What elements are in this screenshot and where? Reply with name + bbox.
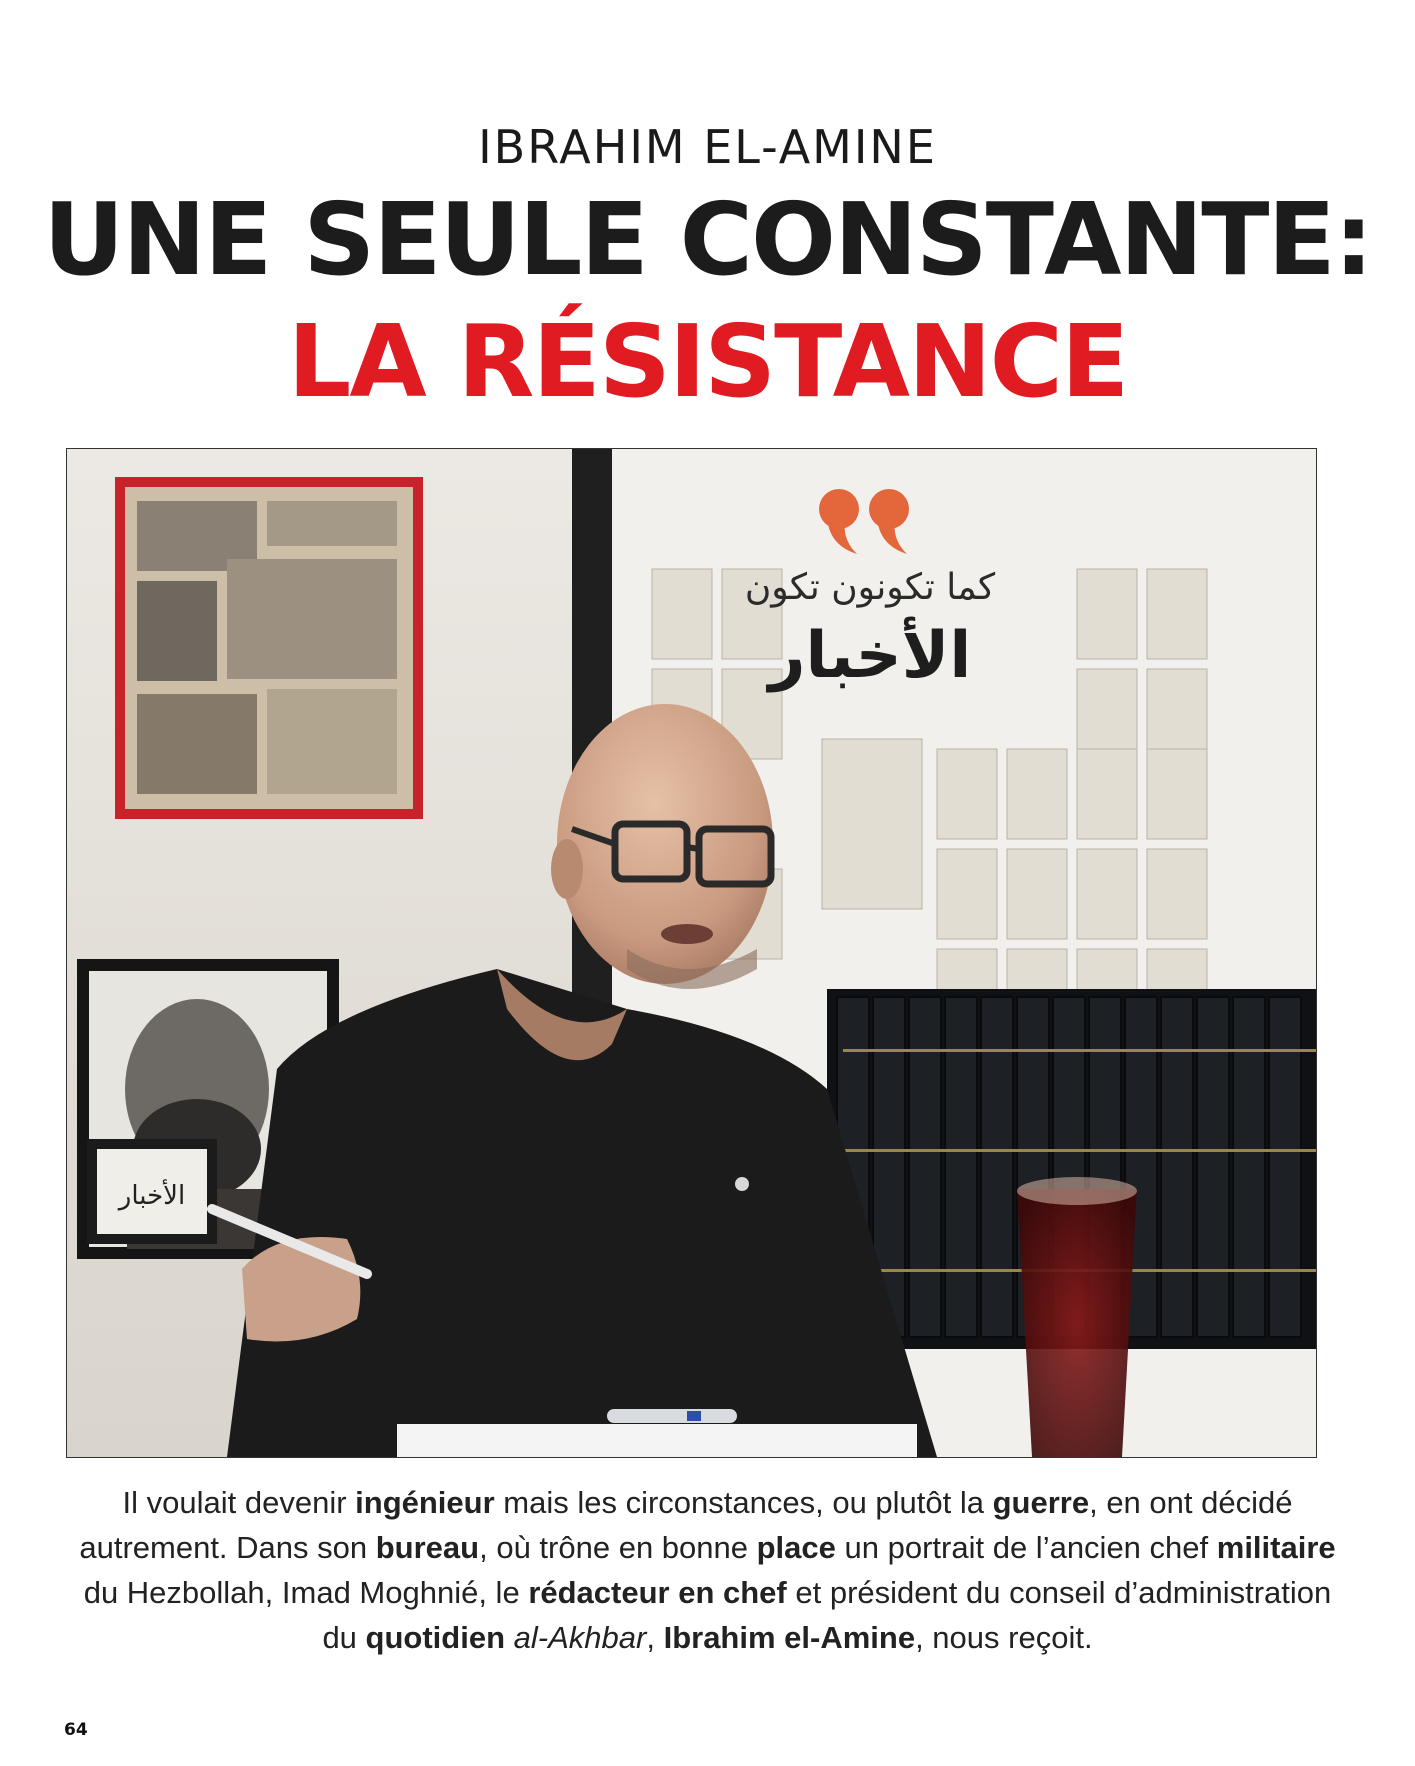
caption-emphasis: Ibrahim el-Amine [663,1620,916,1655]
small-frame [87,1139,217,1244]
frame-label: الأخبار [118,1181,186,1211]
wall-slogan: كما تكونون تكون [744,567,996,608]
caption-emphasis: place [756,1530,836,1565]
red-framed-collage [115,477,423,819]
caption-emphasis: militaire [1216,1530,1336,1565]
caption-emphasis: rédacteur en chef [528,1575,787,1610]
caption-emphasis: quotidien [365,1620,506,1655]
headline-line-1: UNE SEULE CONSTANTE: [43,181,1372,298]
tea-glass [1017,1177,1137,1457]
desk-paper [397,1424,917,1457]
headline-line-2: LA RÉSISTANCE [287,303,1128,420]
desk-pen [607,1409,737,1423]
portrait-photo [66,448,1317,1458]
caption-emphasis: bureau [375,1530,480,1565]
caption-emphasis: ingénieur [355,1485,495,1520]
wall-logo: الأخبار [768,619,972,693]
photo-caption: Il voulait devenir ingénieur mais les circonstances, ou plutôt la guerre, en ont décidé autrement. Dans son bureau, où trône en bonne place un portrait de l’ancien chef militaire du Hezbollah, Imad Moghnié, le rédacteur en chef et président du conseil d’administration du quotidien al-Akhbar, Ibrahim el-Amine, nous reçoit. [79,1485,1336,1655]
article-kicker: IBRAHIM EL-AMINE [478,120,937,174]
page-number: 64 [64,1720,88,1740]
newspaper-title: al-Akhbar [513,1620,647,1655]
caption-emphasis: guerre [992,1485,1090,1520]
